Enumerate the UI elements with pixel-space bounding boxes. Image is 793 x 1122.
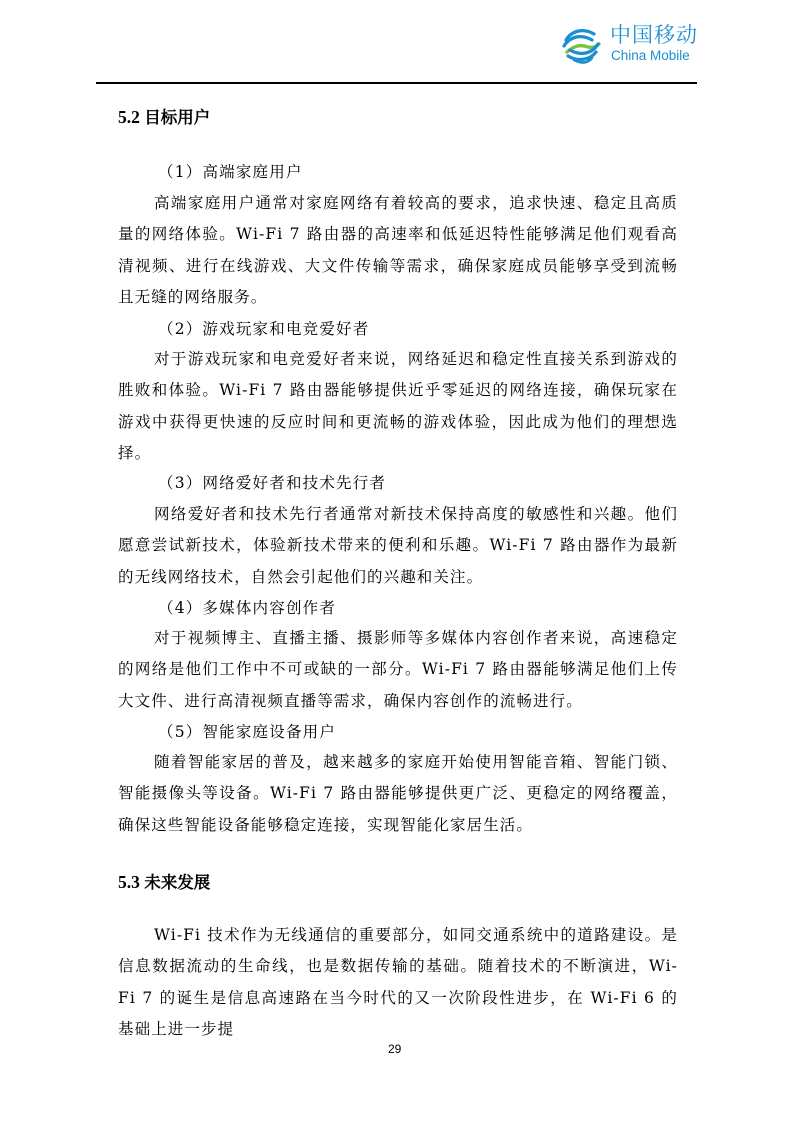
paragraph-content-creators: 对于视频博主、直播主播、摄影师等多媒体内容创作者来说，高速稳定的网络是他们工作中不可或缺的一部分。Wi-Fi 7 路由器能够满足他们上传大文件、进行高清视频直播等需求，确保内容创作的流畅进行。 <box>118 629 678 710</box>
section-heading-5-2 <box>118 106 210 129</box>
subheading-tech-enthusiasts: （3）网络爱好者和技术先行者 <box>158 474 387 492</box>
header-logo <box>558 18 703 70</box>
section-title: 目标用户 <box>144 108 211 127</box>
section-heading-5-3 <box>118 871 210 894</box>
logo-text-chinese: 中国移动 <box>610 23 698 47</box>
logo-text-english: China Mobile <box>611 48 690 63</box>
subheading-high-end-family: （1）高端家庭用户 <box>158 163 303 181</box>
paragraph-high-end-family: 高端家庭用户通常对家庭网络有着较高的要求，追求快速、稳定且高质量的网络体验。Wi-Fi 7 路由器的高速率和低延迟特性能够满足他们观看高清视频、进行在线游戏、大文件传输等需求，确保家庭成员能够享受到流畅且无缝的网络服务。 <box>118 194 678 306</box>
section-number: 5.2 <box>118 107 140 127</box>
paragraph-future-development: Wi-Fi 技术作为无线通信的重要部分，如同交通系统中的道路建设。是信息数据流动的生命线，也是数据传输的基础。随着技术的不断演进，Wi-Fi 7 的诞生是信息高速路在当今时代的又一次阶段性进步，在 Wi-Fi 6 的基础上进一步提 <box>118 926 678 1038</box>
section-title: 未来发展 <box>144 873 211 892</box>
subheading-smart-home-users: （5）智能家庭设备用户 <box>158 723 337 741</box>
page-number: 29 <box>388 1042 402 1056</box>
paragraph-tech-enthusiasts: 网络爱好者和技术先行者通常对新技术保持高度的敏感性和兴趣。他们愿意尝试新技术，体验新技术带来的便利和乐趣。Wi-Fi 7 路由器作为最新的无线网络技术，自然会引起他们的兴趣和关注。 <box>118 505 678 586</box>
subheading-content-creators: （4）多媒体内容创作者 <box>158 599 337 617</box>
section-number: 5.3 <box>118 872 140 892</box>
header-divider <box>96 82 697 84</box>
china-mobile-logo-icon <box>558 22 604 68</box>
paragraph-gamers: 对于游戏玩家和电竞爱好者来说，网络延迟和稳定性直接关系到游戏的胜败和体验。Wi-Fi 7 路由器能够提供近乎零延迟的网络连接，确保玩家在游戏中获得更快速的反应时间和更流畅的游戏体验，因此成为他们的理想选择。 <box>118 350 678 462</box>
subheading-gamers: （2）游戏玩家和电竞爱好者 <box>158 320 370 338</box>
paragraph-smart-home-users: 随着智能家居的普及，越来越多的家庭开始使用智能音箱、智能门锁、智能摄像头等设备。Wi-Fi 7 路由器能够提供更广泛、更稳定的网络覆盖，确保这些智能设备能够稳定连接，实现智能化家居生活。 <box>118 753 678 834</box>
